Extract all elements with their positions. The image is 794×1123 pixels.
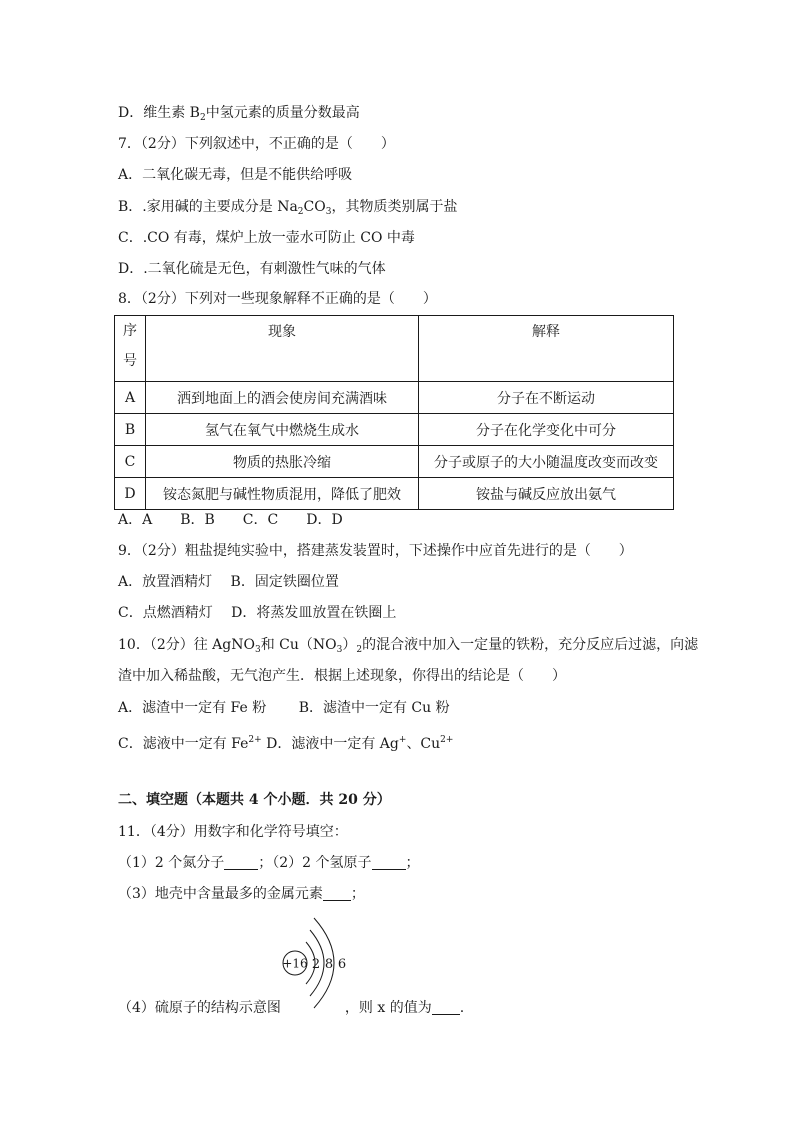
row-label: D — [115, 478, 146, 510]
row-phenomenon: 铵态氮肥与碱性物质混用，降低了肥效 — [146, 478, 419, 510]
table-header-row — [115, 316, 674, 382]
table-row — [115, 478, 674, 510]
nucleus-charge: +16 — [282, 956, 308, 971]
q9-options-ab: A．放置酒精灯 B．固定铁圈位置 — [118, 574, 339, 590]
table-row — [115, 382, 674, 414]
row-explanation: 铵盐与碱反应放出氨气 — [419, 478, 674, 510]
q8-options: A．A B．B C．C D．D — [118, 512, 343, 528]
row-label: B — [115, 414, 146, 446]
q8-stem: 8．（2分）下列对一些现象解释不正确的是（ ） — [118, 291, 437, 307]
answer-blank[interactable] — [323, 886, 351, 901]
answer-blank[interactable] — [372, 855, 406, 870]
q10-options-cd: C．滤液中一定有 $Fe^{2+}$ D．滤液中一定有 Ag+、$Cu^{2+}$ — [118, 735, 454, 752]
q11-stem: 11．（4分）用数字和化学符号填空： — [118, 824, 348, 840]
section-2-title: 二、填空题（本题共 4 个小题．共 20 分） — [118, 792, 391, 808]
q11-part-1-2: （1）2 个氮分子 ；（2）2 个氢原子 ； — [118, 855, 420, 871]
q10-options-ab: A．滤渣中一定有 Fe 粉 B．滤渣中一定有 Cu 粉 — [118, 700, 450, 716]
q6-option-d: D．维生素 $B_2$中氢元素的质量分数最高 — [118, 105, 360, 123]
q10-stem-line2: 渣中加入稀盐酸，无气泡产生．根据上述现象，你得出的结论是（ ） — [118, 668, 566, 684]
q11-part-4: （4）硫原子的结构示意图 ，则 x 的值为 . — [118, 1000, 465, 1016]
answer-blank[interactable] — [224, 855, 258, 870]
header-seq: 序号 — [115, 316, 146, 382]
row-explanation: 分子在不断运动 — [419, 382, 674, 414]
q7-stem: 7．（2分）下列叙述中，不正确的是（ ） — [118, 136, 395, 152]
row-phenomenon: 氢气在氧气中燃烧生成水 — [146, 414, 419, 446]
q10-stem-line1: 10．（2分）往 AgNO$_3$和 $Cu(NO_3)_2$的混合液中加入一定量的铁粉，充分反应后过滤，向滤 — [118, 637, 699, 655]
row-label: A — [115, 382, 146, 414]
q9-stem: 9．（2分）粗盐提纯实验中，搭建蒸发装置时，下述操作中应首先进行的是（ ） — [118, 543, 633, 559]
row-phenomenon: 物质的热胀冷缩 — [146, 446, 419, 478]
q11-part-3: （3）地壳中含量最多的金属元素 ； — [118, 886, 365, 902]
table-row — [115, 446, 674, 478]
row-label: C — [115, 446, 146, 478]
table-row — [115, 414, 674, 446]
header-phenomenon: 现象 — [146, 316, 419, 382]
q7-option-c: C．.CO 有毒，煤炉上放一壶水可防止 CO 中毒 — [118, 230, 415, 246]
row-explanation: 分子或原子的大小随温度改变而改变 — [419, 446, 674, 478]
row-phenomenon: 洒到地面上的酒会使房间充满酒味 — [146, 382, 419, 414]
q7-option-b: B．.家用碱的主要成分是 $Na_2CO_3$，其物质类别属于盐 — [118, 199, 458, 217]
q9-options-cd: C．点燃酒精灯 D．将蒸发皿放置在铁圈上 — [118, 605, 397, 621]
shell-electron-count: 2 — [311, 957, 321, 972]
shell-electron-count: 8 — [324, 957, 334, 972]
row-explanation: 分子在化学变化中可分 — [419, 414, 674, 446]
q7-option-a: A．二氧化碳无毒，但是不能供给呼吸 — [118, 167, 353, 183]
answer-blank[interactable] — [432, 1000, 460, 1015]
q8-table — [114, 315, 674, 510]
shell-electron-count: 6 — [337, 957, 347, 972]
q7-option-d: D．.二氧化硫是无色，有刺激性气味的气体 — [118, 261, 386, 277]
header-explanation: 解释 — [419, 316, 674, 382]
